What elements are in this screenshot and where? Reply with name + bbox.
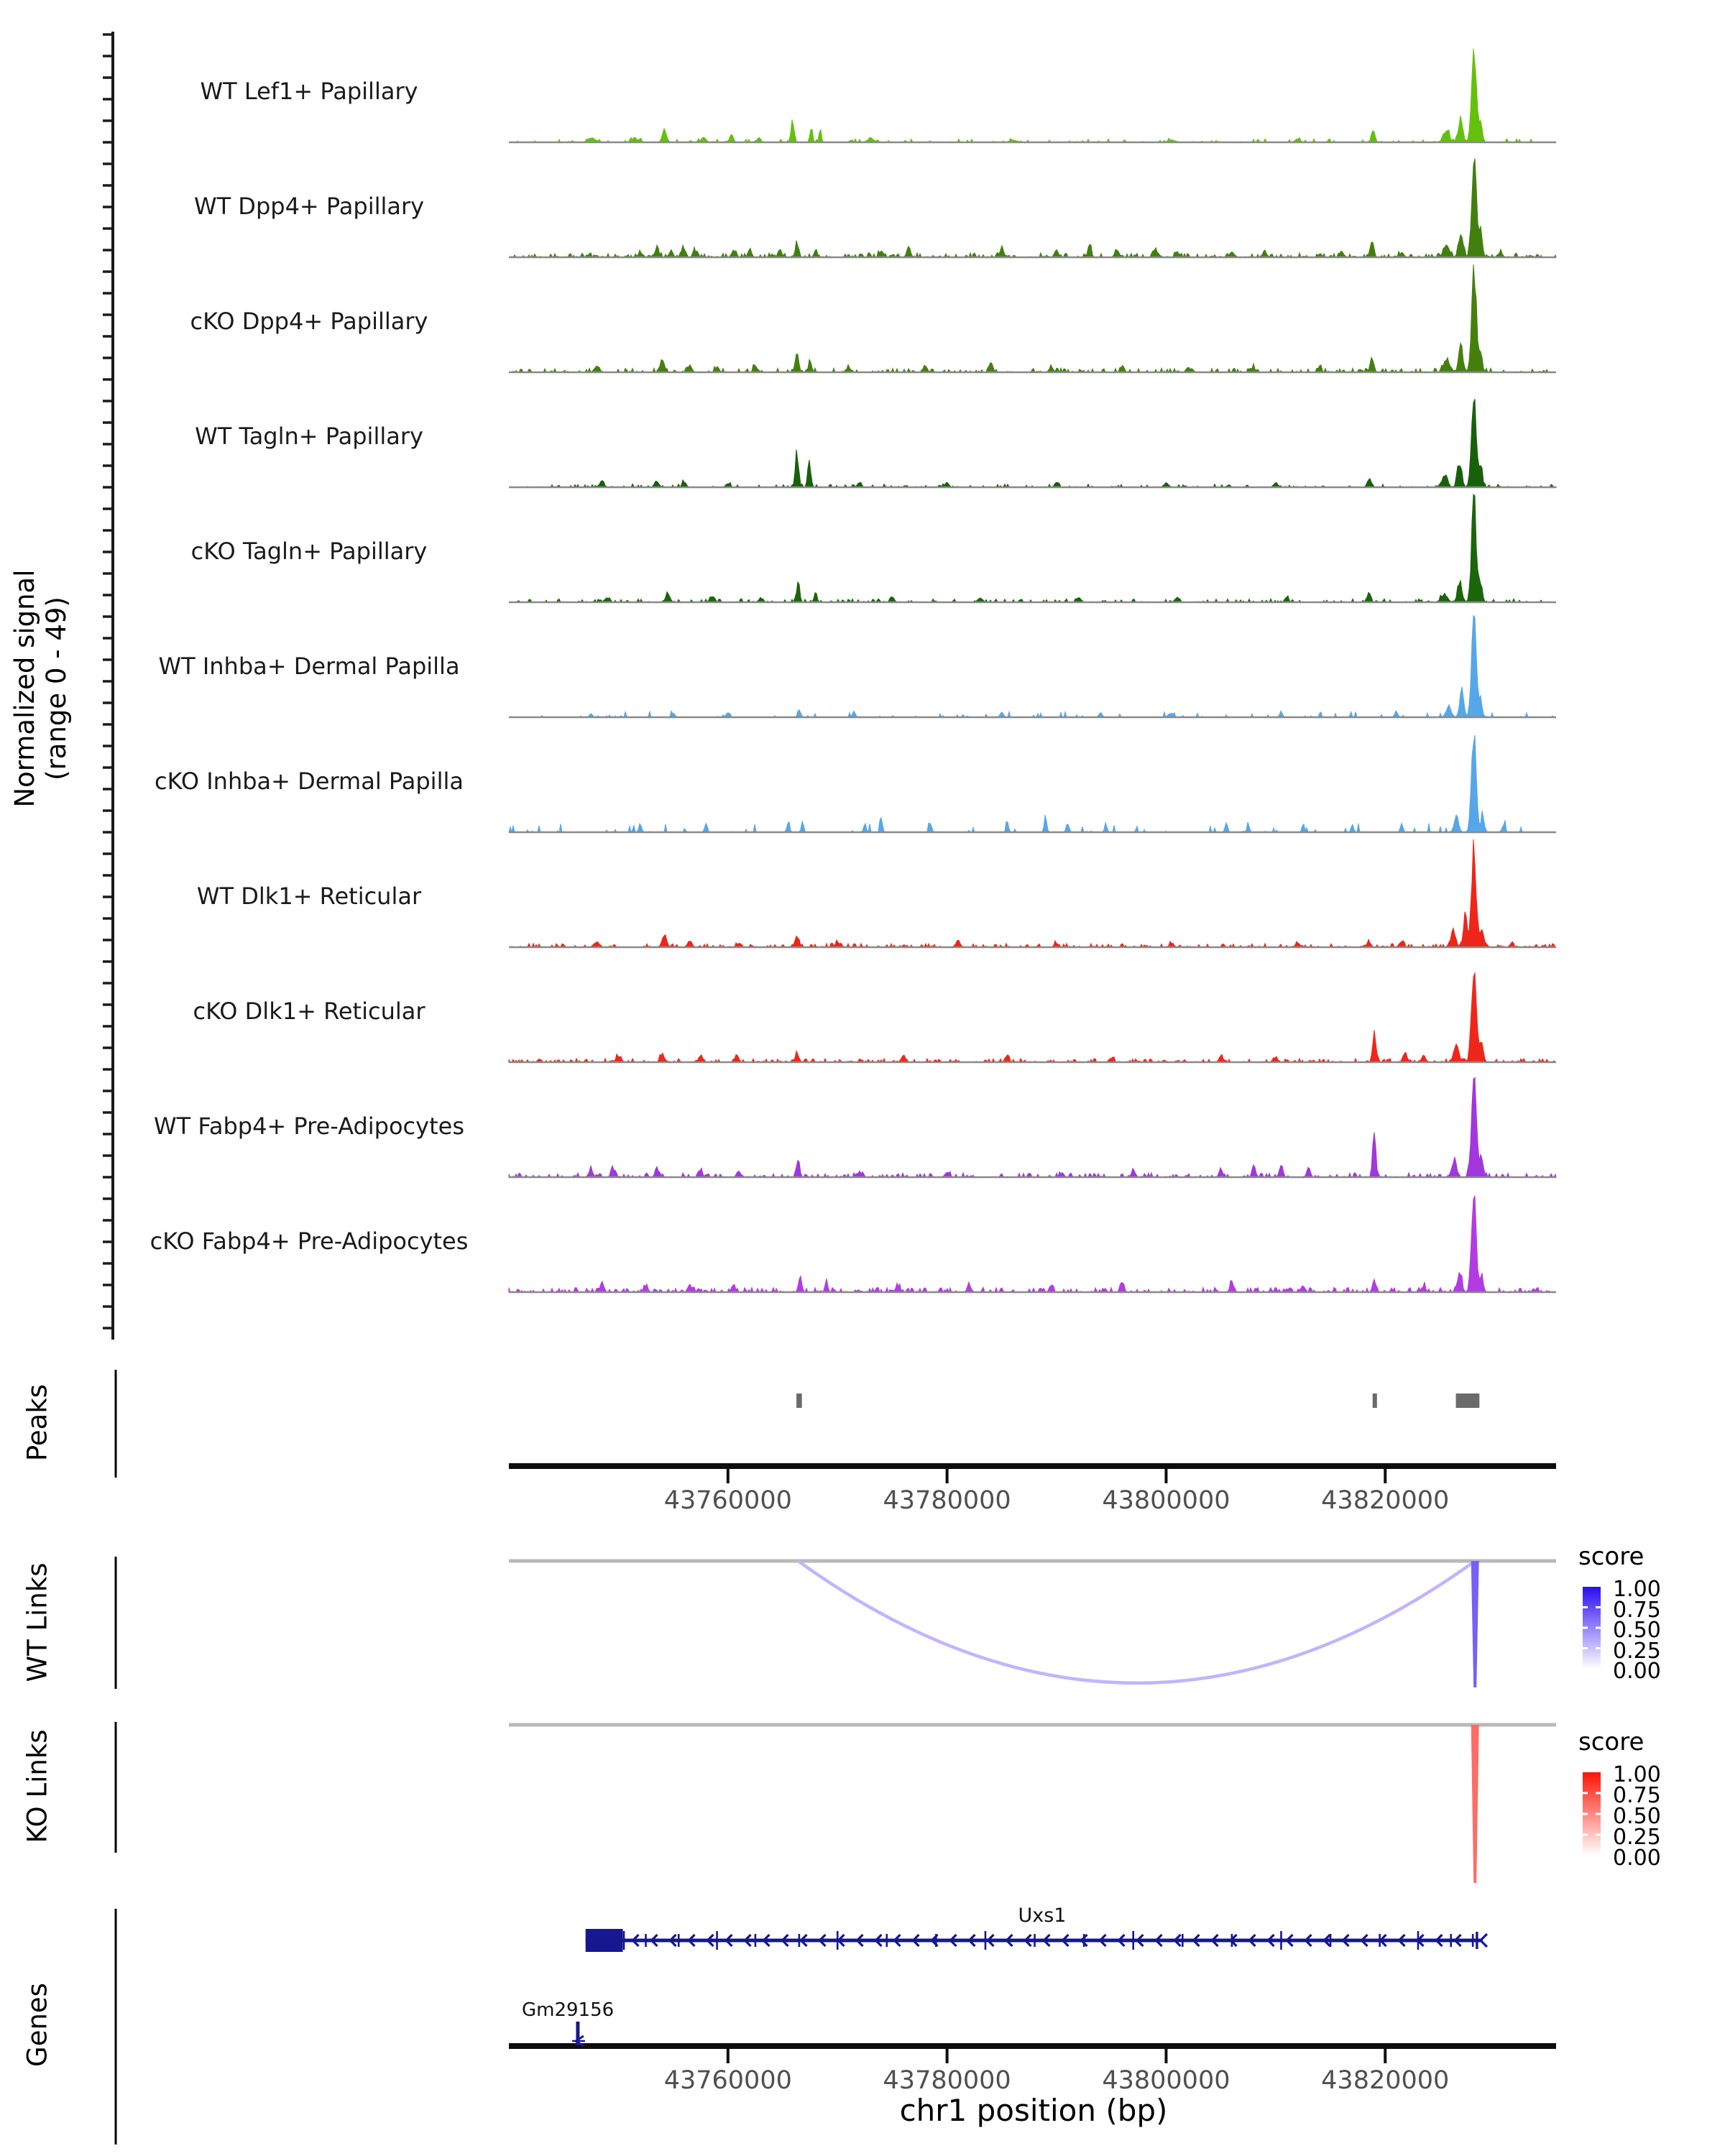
genome-axis-line bbox=[509, 2043, 1556, 2049]
genome-axis-tick-label: 43760000 bbox=[663, 1486, 792, 1515]
signal-track-area bbox=[509, 1196, 1556, 1292]
signal-track-area bbox=[509, 839, 1556, 947]
track-label: cKO Dlk1+ Reticular bbox=[193, 998, 426, 1025]
section-label-wt-links: WT Links bbox=[22, 1562, 53, 1682]
signal-axis-title-line2: (range 0 - 49) bbox=[41, 596, 72, 780]
signal-track-area bbox=[509, 973, 1556, 1063]
track-label: WT Tagln+ Papillary bbox=[195, 423, 423, 450]
peak-interval bbox=[796, 1393, 802, 1408]
track-label: cKO Inhba+ Dermal Papilla bbox=[155, 768, 464, 795]
track-label: cKO Fabp4+ Pre-Adipocytes bbox=[150, 1227, 469, 1255]
section-label-genes: Genes bbox=[22, 1983, 53, 2067]
genome-axis-tick-label: 43780000 bbox=[883, 1486, 1011, 1515]
gene-label-uxs1: Uxs1 bbox=[1018, 1904, 1067, 1927]
section-label-peaks: Peaks bbox=[22, 1383, 53, 1462]
strand-arrow-icon bbox=[1481, 1934, 1487, 1947]
track-label: WT Fabp4+ Pre-Adipocytes bbox=[154, 1112, 464, 1140]
genome-axis-tick-label: 43800000 bbox=[1102, 2066, 1230, 2095]
genome-axis-line bbox=[509, 1463, 1556, 1469]
gene-utr-box bbox=[586, 1929, 623, 1952]
signal-track-area bbox=[509, 159, 1556, 258]
track-label: cKO Tagln+ Papillary bbox=[190, 538, 428, 565]
legend-value-label: 0.25 bbox=[1613, 1638, 1661, 1664]
signal-track-area bbox=[509, 264, 1556, 372]
signal-axis-title bbox=[9, 293, 73, 1084]
link-bar bbox=[1471, 1561, 1479, 1687]
track-label: WT Dlk1+ Reticular bbox=[196, 883, 422, 910]
wt-links-legend-title: score bbox=[1578, 1542, 1644, 1571]
signal-track-area bbox=[509, 399, 1556, 487]
signal-track-area bbox=[509, 49, 1556, 142]
legend-value-label: 0.50 bbox=[1613, 1804, 1661, 1829]
signal-track-area bbox=[509, 1077, 1556, 1177]
x-axis-title: chr1 position (bp) bbox=[899, 2093, 1168, 2128]
legend-value-label: 0.00 bbox=[1613, 1659, 1661, 1684]
link-bar bbox=[1471, 1725, 1479, 1883]
legend-value-label: 0.25 bbox=[1613, 1825, 1661, 1850]
legend-value-label: 1.00 bbox=[1613, 1577, 1661, 1602]
link-arc bbox=[798, 1561, 1475, 1683]
track-label: cKO Dpp4+ Papillary bbox=[190, 308, 428, 335]
legend-value-label: 0.75 bbox=[1613, 1783, 1661, 1808]
peak-interval bbox=[1456, 1393, 1480, 1408]
signal-track-area bbox=[509, 494, 1556, 602]
peak-interval bbox=[1373, 1393, 1377, 1408]
genome-axis-tick-label: 43820000 bbox=[1321, 2066, 1450, 2095]
signal-track-area bbox=[509, 616, 1556, 717]
legend-value-label: 0.00 bbox=[1613, 1846, 1661, 1871]
signal-axis-title-line1: Normalized signal bbox=[9, 569, 40, 808]
legend-value-label: 1.00 bbox=[1613, 1762, 1661, 1787]
genome-axis-tick-label: 43760000 bbox=[663, 2066, 792, 2095]
legend-value-label: 0.75 bbox=[1613, 1597, 1661, 1623]
signal-track-area bbox=[509, 735, 1556, 832]
genome-axis-tick-label: 43780000 bbox=[883, 2066, 1011, 2095]
genome-axis-tick-label: 43820000 bbox=[1321, 1486, 1450, 1515]
track-label: WT Inhba+ Dermal Papilla bbox=[158, 653, 460, 680]
track-label: WT Dpp4+ Papillary bbox=[193, 193, 425, 220]
ko-links-legend-title: score bbox=[1578, 1728, 1644, 1756]
track-label: WT Lef1+ Papillary bbox=[200, 78, 418, 105]
legend-value-label: 0.50 bbox=[1613, 1618, 1661, 1643]
gene-label-gm29156: Gm29156 bbox=[522, 1999, 615, 2021]
section-label-ko-links: KO Links bbox=[22, 1729, 53, 1843]
genome-axis-tick-label: 43800000 bbox=[1102, 1486, 1230, 1515]
